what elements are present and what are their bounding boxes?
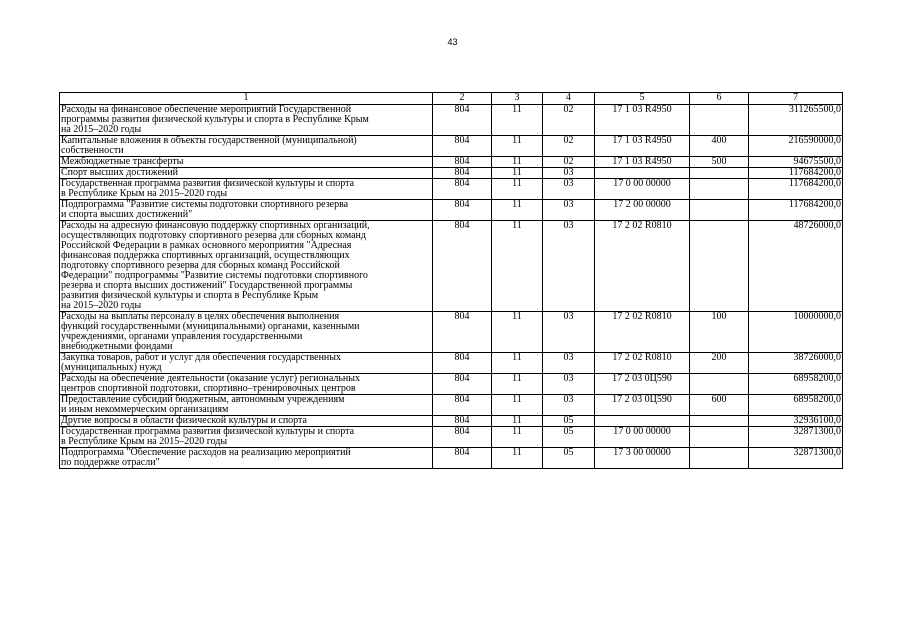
row-amount: 94675500,0 <box>749 157 843 168</box>
table-row <box>60 448 843 469</box>
row-name-text: Закупка товаров, работ и услуг для обеспечения государственных (муниципальных) нужд <box>61 352 342 373</box>
row-amount: 117684200,0 <box>749 200 843 221</box>
row-name <box>60 168 433 179</box>
header-col-5: 5 <box>595 93 690 105</box>
row-amount: 38726000,0 <box>749 353 843 374</box>
row-code-expense-type: 400 <box>690 136 749 157</box>
row-code-target-article: 17 3 00 00000 <box>595 448 690 469</box>
row-code-section: 11 <box>492 168 543 179</box>
row-name-text: Расходы на выплаты персоналу в целях обеспечения выполнения функций государственными (муниципальными) органами, казенными учреждениями, органами управления государственными внебюджетными фондами <box>61 311 360 352</box>
row-code-subsection: 03 <box>543 200 595 221</box>
row-code-subsection: 05 <box>543 416 595 427</box>
row-name <box>60 427 433 448</box>
row-code-ministry: 804 <box>433 353 492 374</box>
row-code-subsection: 03 <box>543 221 595 312</box>
budget-table <box>59 92 843 469</box>
row-code-subsection: 05 <box>543 427 595 448</box>
row-code-expense-type <box>690 374 749 395</box>
row-name <box>60 374 433 395</box>
row-code-subsection: 03 <box>543 312 595 353</box>
row-name <box>60 200 433 221</box>
row-name-text: Расходы на финансовое обеспечение мероприятий Государственной программы развития физической культуры и спорта в Республике Крым на 2015–2020 годы <box>61 104 369 135</box>
row-code-section: 11 <box>492 448 543 469</box>
header-col-7: 7 <box>749 93 843 105</box>
row-name <box>60 312 433 353</box>
row-name <box>60 157 433 168</box>
table-row <box>60 168 843 179</box>
row-name-text: Капитальные вложения в объекты государственной (муниципальной) собственности <box>61 135 357 156</box>
table-row <box>60 374 843 395</box>
row-code-ministry: 804 <box>433 136 492 157</box>
row-amount: 216590000,0 <box>749 136 843 157</box>
row-code-expense-type <box>690 179 749 200</box>
row-code-subsection: 02 <box>543 157 595 168</box>
row-code-subsection: 03 <box>543 179 595 200</box>
row-name <box>60 105 433 136</box>
table-row <box>60 105 843 136</box>
row-code-ministry: 804 <box>433 157 492 168</box>
row-name <box>60 395 433 416</box>
row-code-ministry: 804 <box>433 200 492 221</box>
row-code-expense-type: 500 <box>690 157 749 168</box>
row-code-expense-type: 200 <box>690 353 749 374</box>
row-name-text: Межбюджетные трансферты <box>61 156 184 167</box>
row-name-text: Государственная программа развития физической культуры и спорта в Республике Крым на 2015–2020 годы <box>61 178 355 199</box>
table-row <box>60 312 843 353</box>
row-amount: 117684200,0 <box>749 168 843 179</box>
row-code-expense-type <box>690 416 749 427</box>
row-code-section: 11 <box>492 221 543 312</box>
row-code-section: 11 <box>492 200 543 221</box>
row-code-ministry: 804 <box>433 312 492 353</box>
row-name-text: Подпрограмма "Развитие системы подготовки спортивного резерва и спорта высших достижений" <box>61 199 349 220</box>
row-code-section: 11 <box>492 353 543 374</box>
row-code-ministry: 804 <box>433 168 492 179</box>
row-code-target-article: 17 2 03 0Ц590 <box>595 395 690 416</box>
table-row <box>60 416 843 427</box>
table-row <box>60 136 843 157</box>
row-code-expense-type <box>690 427 749 448</box>
row-code-section: 11 <box>492 427 543 448</box>
header-col-6: 6 <box>690 93 749 105</box>
row-code-section: 11 <box>492 179 543 200</box>
row-code-target-article: 17 1 03 R4950 <box>595 136 690 157</box>
row-code-expense-type <box>690 221 749 312</box>
row-code-ministry: 804 <box>433 179 492 200</box>
page-number: 43 <box>447 37 458 47</box>
row-code-target-article <box>595 416 690 427</box>
header-row <box>60 93 843 105</box>
row-code-section: 11 <box>492 416 543 427</box>
row-code-subsection: 03 <box>543 374 595 395</box>
row-code-expense-type <box>690 200 749 221</box>
table-row <box>60 179 843 200</box>
row-code-ministry: 804 <box>433 448 492 469</box>
row-code-expense-type: 600 <box>690 395 749 416</box>
row-code-ministry: 804 <box>433 105 492 136</box>
row-code-ministry: 804 <box>433 374 492 395</box>
row-name <box>60 448 433 469</box>
row-code-ministry: 804 <box>433 427 492 448</box>
row-amount: 32871300,0 <box>749 427 843 448</box>
row-code-target-article: 17 1 03 R4950 <box>595 157 690 168</box>
table-row <box>60 427 843 448</box>
row-code-subsection: 03 <box>543 168 595 179</box>
row-code-expense-type: 100 <box>690 312 749 353</box>
row-amount: 68958200,0 <box>749 374 843 395</box>
row-code-ministry: 804 <box>433 416 492 427</box>
row-code-section: 11 <box>492 312 543 353</box>
row-code-section: 11 <box>492 374 543 395</box>
row-code-subsection: 02 <box>543 105 595 136</box>
row-code-subsection: 02 <box>543 136 595 157</box>
row-name-text: Подпрограмма "Обеспечение расходов на реализацию мероприятий по поддержке отрасли" <box>61 447 351 468</box>
row-code-subsection: 03 <box>543 395 595 416</box>
table-row <box>60 157 843 168</box>
table-row <box>60 221 843 312</box>
row-amount: 10000000,0 <box>749 312 843 353</box>
table-row <box>60 353 843 374</box>
row-name <box>60 416 433 427</box>
row-amount: 117684200,0 <box>749 179 843 200</box>
row-name-text: Спорт высших достижений <box>61 167 178 178</box>
row-name <box>60 221 433 312</box>
row-name <box>60 353 433 374</box>
row-code-target-article: 17 0 00 00000 <box>595 427 690 448</box>
row-name-text: Другие вопросы в области физической культуры и спорта <box>61 415 307 426</box>
row-code-target-article: 17 0 00 00000 <box>595 179 690 200</box>
header-col-1: 1 <box>60 93 433 105</box>
row-code-ministry: 804 <box>433 221 492 312</box>
row-name <box>60 179 433 200</box>
row-code-expense-type <box>690 448 749 469</box>
row-code-section: 11 <box>492 105 543 136</box>
row-amount: 68958200,0 <box>749 395 843 416</box>
row-code-expense-type <box>690 168 749 179</box>
row-code-expense-type <box>690 105 749 136</box>
header-col-2: 2 <box>433 93 492 105</box>
row-code-ministry: 804 <box>433 395 492 416</box>
row-name-text: Расходы на адресную финансовую поддержку спортивных организаций, осуществляющих подготовку спортивного резерва для сборных команд Российской Федерации в рамках основного мероприятия "Адресная финансовая поддержка спортивных организаций, осуществляющих подготовку спортивного резерва для сборных команд Российской Федерации" подпрограммы "Развитие системы подготовки спортивного резерва и спорта высших достижений" Государственной программы развития физической культуры и спорта в Республике Крым на 2015–2020 годы <box>61 220 370 311</box>
row-code-section: 11 <box>492 136 543 157</box>
row-code-target-article: 17 2 02 R0810 <box>595 221 690 312</box>
row-code-target-article: 17 2 00 00000 <box>595 200 690 221</box>
row-name-text: Расходы на обеспечение деятельности (оказание услуг) региональных центров спортивной подготовки, спортивно–тренировочных центров <box>61 373 360 394</box>
row-name-text: Предоставление субсидий бюджетным, автономным учреждениям и иным некоммерческим организациям <box>61 394 345 415</box>
header-col-4: 4 <box>543 93 595 105</box>
row-amount: 311265500,0 <box>749 105 843 136</box>
row-amount: 32871300,0 <box>749 448 843 469</box>
row-code-subsection: 03 <box>543 353 595 374</box>
row-name <box>60 136 433 157</box>
row-code-target-article: 17 2 02 R0810 <box>595 312 690 353</box>
table-row <box>60 200 843 221</box>
row-code-section: 11 <box>492 395 543 416</box>
row-name-text: Государственная программа развития физической культуры и спорта в Республике Крым на 2015–2020 годы <box>61 426 355 447</box>
header-col-3: 3 <box>492 93 543 105</box>
table-row <box>60 395 843 416</box>
row-amount: 48726000,0 <box>749 221 843 312</box>
row-code-target-article: 17 2 03 0Ц590 <box>595 374 690 395</box>
row-code-target-article: 17 1 03 R4950 <box>595 105 690 136</box>
row-code-target-article <box>595 168 690 179</box>
row-code-section: 11 <box>492 157 543 168</box>
row-code-target-article: 17 2 02 R0810 <box>595 353 690 374</box>
row-code-subsection: 05 <box>543 448 595 469</box>
row-amount: 32936100,0 <box>749 416 843 427</box>
